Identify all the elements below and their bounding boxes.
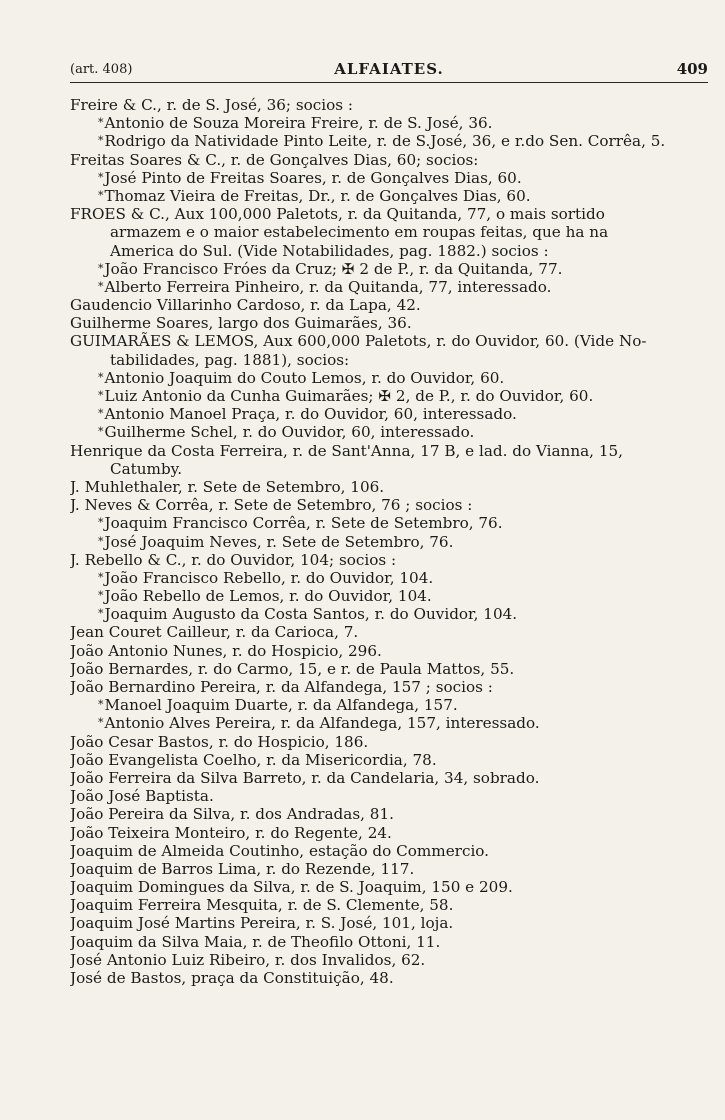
entry-text: J. Muhlethaler, r. Sete de Setembro, 106. [70,477,385,496]
entry-text: João Rebello de Lemos, r. do Ouvidor, 104. [104,587,432,606]
asterisk-marker: * [98,134,104,148]
directory-entry [70,842,710,860]
directory-entry [70,478,710,496]
directory-entry [70,896,710,914]
entry-text: armazem e o maior estabelecimento em roupas feitas, que ha na [110,223,609,242]
directory-entry [70,496,710,514]
partner-line [70,132,710,150]
entry-text: Antonio Manoel Praça, r. do Ouvidor, 60, interessado. [104,405,517,424]
asterisk-marker: * [98,261,104,275]
asterisk-marker: * [98,534,104,548]
directory-entry [70,787,710,805]
entry-text: Catumby. [110,459,183,478]
asterisk-marker: * [98,570,104,584]
entry-text: FROES & C., Aux 100,000 Paletots, r. da Quitanda, 77, o mais sortido [70,205,605,224]
entry-text: Jean Couret Cailleur, r. da Carioca, 7. [70,623,359,642]
partner-line [70,278,710,296]
partner-line [70,514,710,532]
entry-text: J. Neves & Corrêa, r. Sete de Setembro, 76 ; socios : [70,496,473,515]
asterisk-marker: * [98,188,104,202]
entry-text: Freire & C., r. de S. José, 36; socios : [70,96,354,114]
directory-entry [70,332,710,350]
directory-listing [70,96,710,987]
partner-line [70,569,710,587]
entry-text: João Bernardino Pereira, r. da Alfandega, 157 ; socios : [70,678,493,696]
entry-text: Antonio de Souza Moreira Freire, r. de S. José, 36. [104,114,493,133]
entry-text: Joaquim Francisco Corrêa, r. Sete de Setembro, 76. [104,514,503,533]
entry-text: José de Bastos, praça da Constituição, 48. [70,969,394,987]
entry-text: Alberto Ferreira Pinheiro, r. da Quitanda, 77, interessado. [104,277,552,296]
directory-entry [70,878,710,896]
entry-text: Henrique da Costa Ferreira, r. de Sant'Anna, 17 B, e lad. do Vianna, 15, [70,441,623,460]
asterisk-marker: * [98,425,104,439]
page-title: ALFAIATES. [334,60,444,78]
directory-entry [70,951,710,969]
asterisk-marker: * [98,407,104,421]
directory-entry [70,678,710,696]
entry-text: Guilherme Soares, largo dos Guimarães, 36. [70,314,412,333]
entry-text: GUIMARÃES & LEMOS, Aux 600,000 Paletots, r. do Ouvidor, 60. (Vide No- [70,332,647,351]
entry-text: João Bernardes, r. do Carmo, 15, e r. de Paula Mattos, 55. [70,659,515,678]
directory-entry [70,442,710,460]
directory-entry [70,914,710,932]
entry-text: João Ferreira da Silva Barreto, r. da Candelaria, 34, sobrado. [70,768,540,787]
entry-text: Manoel Joaquim Duarte, r. da Alfandega, 157. [104,696,458,715]
partner-line [70,587,710,605]
entry-text: Rodrigo da Natividade Pinto Leite, r. de S.José, 36, e r.do Sen. Corrêa, 5. [104,132,666,151]
entry-continuation [70,242,710,260]
asterisk-marker: * [98,389,104,402]
directory-entry [70,733,710,751]
directory-entry [70,642,710,660]
directory-entry [70,969,710,987]
entry-text: Antonio Alves Pereira, r. da Alfandega, 157, interessado. [104,714,540,733]
entry-text: Joaquim Ferreira Mesquita, r. de S. Clemente, 58. [70,896,454,915]
directory-entry [70,205,710,223]
entry-text: João Francisco Rebello, r. do Ouvidor, 104. [104,568,434,587]
entry-text: José Antonio Luiz Ribeiro, r. dos Invalidos, 62. [70,950,426,969]
entry-text: Thomaz Vieira de Freitas, Dr., r. de Gonçalves Dias, 60. [104,186,531,205]
page-number: 409 [676,60,708,78]
partner-line [70,260,710,278]
entry-text: Joaquim Domingues da Silva, r. de S. Joaquim, 150 e 209. [70,878,513,897]
directory-entry [70,860,710,878]
entry-continuation [70,351,710,369]
partner-line [70,605,710,623]
entry-text: João Pereira da Silva, r. dos Andradas, 81. [70,805,394,824]
directory-entry [70,314,710,332]
page-header [70,58,708,83]
asterisk-marker: * [98,516,104,530]
partner-line [70,696,710,714]
partner-line [70,423,710,441]
section-reference: (art. 408) [70,62,133,77]
asterisk-marker: * [98,698,104,712]
entry-text: João Teixeira Monteiro, r. do Regente, 24. [70,823,392,842]
entry-text: Gaudencio Villarinho Cardoso, r. da Lapa, 42. [70,296,421,315]
directory-entry [70,151,710,169]
entry-text: João Cesar Bastos, r. do Hospicio, 186. [70,732,369,751]
entry-text: Joaquim de Almeida Coutinho, estação do Commercio. [70,841,490,860]
directory-entry [70,805,710,823]
entry-continuation [70,460,710,478]
partner-line [70,387,710,405]
entry-continuation [70,223,710,241]
entry-text: João Antonio Nunes, r. do Hospicio, 296. [70,641,382,660]
directory-entry [70,296,710,314]
asterisk-marker: * [98,279,104,293]
entry-text: Freitas Soares & C., r. de Gonçalves Dias, 60; socios: [70,150,479,169]
directory-entry [70,96,710,114]
partner-line [70,405,710,423]
directory-entry [70,551,710,569]
entry-text: João Evangelista Coelho, r. da Misericordia, 78. [70,750,437,769]
directory-entry [70,933,710,951]
asterisk-marker: * [98,170,104,184]
entry-text: José Pinto de Freitas Soares, r. de Gonçalves Dias, 60. [104,168,522,187]
partner-line [70,187,710,205]
partner-line [70,714,710,732]
asterisk-marker: * [98,370,104,384]
directory-entry [70,751,710,769]
entry-text: José Joaquim Neves, r. Sete de Setembro, 76. [104,532,454,551]
directory-entry [70,623,710,641]
entry-text: America do Sul. (Vide Notabilidades, pag. 1882.) socios : [110,241,549,260]
partner-line [70,369,710,387]
asterisk-marker: * [98,116,104,130]
asterisk-marker: * [98,716,104,730]
directory-entry [70,824,710,842]
partner-line [70,169,710,187]
asterisk-marker: * [98,589,104,603]
entry-text: Guilherme Schel, r. do Ouvidor, 60, interessado. [104,423,475,442]
partner-line [70,114,710,132]
asterisk-marker: * [98,607,104,621]
entry-text: J. Rebello & C., r. do Ouvidor, 104; socios : [70,550,397,569]
entry-text: tabilidades, pag. 1881), socios: [110,350,350,369]
directory-entry [70,769,710,787]
entry-text: Joaquim José Martins Pereira, r. S. José, 101, loja. [70,914,454,933]
entry-text: João José Baptista. [70,787,214,806]
entry-text: Antonio Joaquim do Couto Lemos, r. do Ouvidor, 60. [104,368,505,387]
entry-text: João Francisco Fróes da Cruz; ✠ 2 de P., r. da Quitanda, 77. [104,259,563,278]
entry-text: Luiz Antonio da Cunha Guimarães; ✠ 2, de P., r. do Ouvidor, 60. [104,387,594,405]
directory-entry [70,660,710,678]
partner-line [70,533,710,551]
entry-text: Joaquim da Silva Maia, r. de Theofilo Ottoni, 11. [70,932,441,951]
entry-text: Joaquim de Barros Lima, r. do Rezende, 117. [70,859,415,878]
entry-text: Joaquim Augusto da Costa Santos, r. do Ouvidor, 104. [104,605,518,624]
